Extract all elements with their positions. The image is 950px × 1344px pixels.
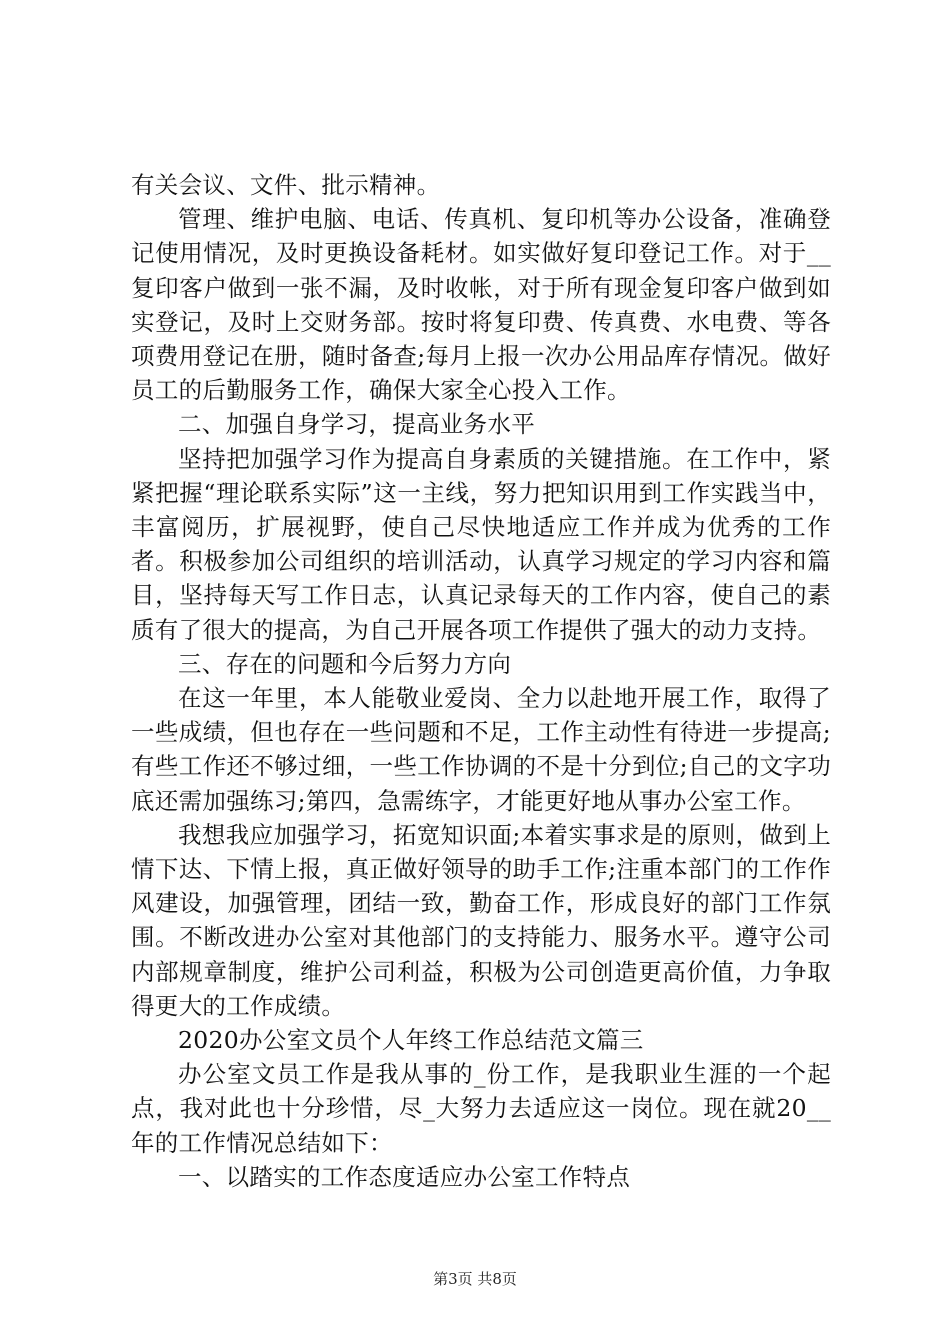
paragraph-7: 我想我应加强学习，拓宽知识面;本着实事求是的原则，做到上情下达、下情上报，真正做好领导的助手工作;注重本部门的工作作风建设，加强管理，团结一致，勤奋工作，形成良好的部门工作氛围。不断改进办公室对其他部门的支持能力、服务水平。遵守公司内部规章制度，维护公司利益，积极为公司创造更高价值，力争取得更大的工作成绩。 [131, 820, 831, 1020]
paragraph-1: 有关会议、文件、批示精神。 [131, 171, 441, 199]
document-body [131, 168, 831, 1194]
article-title: 2020办公室文员个人年终工作总结范文篇三 [178, 1026, 644, 1055]
section-heading-3: 三、存在的问题和今后努力方向 [178, 649, 512, 678]
section-heading-2: 二、加强自身学习，提高业务水平 [178, 410, 535, 439]
paragraph-2: 管理、维护电脑、电话、传真机、复印机等办公设备，准确登记使用情况，及时更换设备耗材。如实做好复印登记工作。对于__复印客户做到一张不漏，及时收帐，对于所有现金复印客户做到如实登记，及时上交财务部。按时将复印费、传真费、水电费、等各项费用登记在册，随时备查;每月上报一次办公用品库存情况。做好员工的后勤服务工作，确保大家全心投入工作。 [131, 205, 831, 405]
paragraph-4: 坚持把加强学习作为提高自身素质的关键措施。在工作中，紧紧把握“理论联系实际”这一主线，努力把知识用到工作实践当中，丰富阅历，扩展视野，使自己尽快地适应工作并成为优秀的工作者。积极参加公司组织的培训活动，认真学习规定的学习内容和篇目，坚持每天写工作日志，认真记录每天的工作内容，使自己的素质有了很大的提高，为自己开展各项工作提供了强大的动力支持。 [131, 444, 831, 644]
paragraph-6: 在这一年里，本人能敬业爱岗、全力以赴地开展工作，取得了一些成绩，但也存在一些问题和不足，工作主动性有待进一步提高;有些工作还不够过细，一些工作协调的不是十分到位;自己的文字功底还需加强练习;第四，急需练字，才能更好地从事办公室工作。 [131, 684, 831, 815]
page-number: 第3页 共8页 [433, 1270, 517, 1288]
section-heading-1: 一、以踏实的工作态度适应办公室工作特点 [178, 1162, 631, 1191]
paragraph-9: 办公室文员工作是我从事的_份工作，是我职业生涯的一个起点，我对此也十分珍惜，尽_大努力去适应这一岗位。现在就20__年的工作情况总结如下： [131, 1060, 831, 1157]
